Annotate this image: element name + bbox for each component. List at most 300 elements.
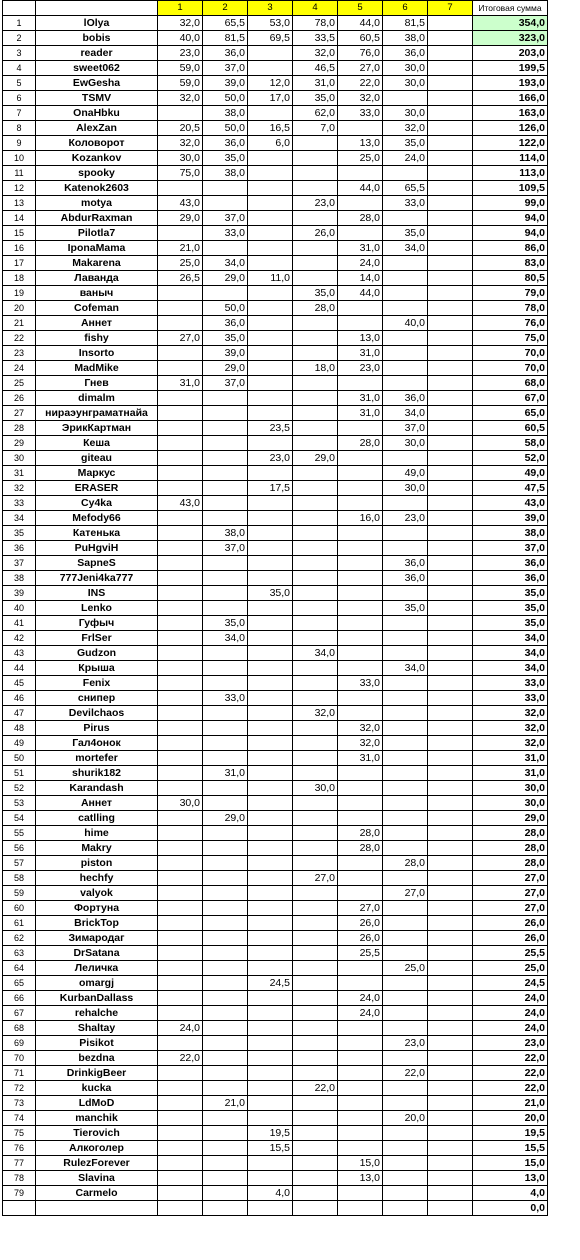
total-cell[interactable]: 24,0 <box>473 991 548 1006</box>
score-cell-7[interactable] <box>428 241 473 256</box>
table-row[interactable] <box>3 1111 548 1126</box>
score-cell-2[interactable]: 37,0 <box>203 211 248 226</box>
score-cell-2[interactable]: 65,5 <box>203 16 248 31</box>
total-cell[interactable]: 36,0 <box>473 556 548 571</box>
score-cell-4[interactable]: 32,0 <box>293 46 338 61</box>
score-cell-7[interactable] <box>428 1081 473 1096</box>
table-row[interactable] <box>3 361 548 376</box>
row-number-cell[interactable]: 21 <box>3 316 36 331</box>
row-number-cell[interactable]: 19 <box>3 286 36 301</box>
row-number-cell[interactable]: 64 <box>3 961 36 976</box>
score-cell-5[interactable] <box>338 1051 383 1066</box>
score-cell-6[interactable] <box>383 286 428 301</box>
score-cell-3[interactable]: 53,0 <box>248 16 293 31</box>
score-cell-4[interactable]: 46,5 <box>293 61 338 76</box>
table-row[interactable] <box>3 1201 548 1216</box>
row-number-cell[interactable]: 22 <box>3 331 36 346</box>
row-number-cell[interactable]: 68 <box>3 1021 36 1036</box>
score-cell-1[interactable] <box>158 601 203 616</box>
score-cell-4[interactable] <box>293 1171 338 1186</box>
score-cell-5[interactable] <box>338 766 383 781</box>
score-cell-5[interactable]: 14,0 <box>338 271 383 286</box>
row-number-cell[interactable]: 20 <box>3 301 36 316</box>
score-cell-2[interactable] <box>203 586 248 601</box>
score-cell-1[interactable] <box>158 526 203 541</box>
total-cell[interactable]: 86,0 <box>473 241 548 256</box>
player-name-cell[interactable]: Крыша <box>36 661 158 676</box>
table-row[interactable] <box>3 31 548 46</box>
player-name-cell[interactable]: Фортуна <box>36 901 158 916</box>
table-row[interactable] <box>3 241 548 256</box>
score-cell-5[interactable]: 32,0 <box>338 91 383 106</box>
score-cell-5[interactable]: 24,0 <box>338 991 383 1006</box>
score-cell-2[interactable] <box>203 1006 248 1021</box>
row-number-cell[interactable]: 4 <box>3 61 36 76</box>
score-cell-3[interactable] <box>248 886 293 901</box>
score-cell-2[interactable] <box>203 1141 248 1156</box>
score-cell-1[interactable] <box>158 676 203 691</box>
score-cell-7[interactable] <box>428 1126 473 1141</box>
total-cell[interactable]: 32,0 <box>473 706 548 721</box>
score-cell-3[interactable] <box>248 526 293 541</box>
score-cell-6[interactable] <box>383 1186 428 1201</box>
score-cell-3[interactable] <box>248 916 293 931</box>
score-cell-7[interactable] <box>428 331 473 346</box>
score-cell-4[interactable] <box>293 601 338 616</box>
table-row[interactable] <box>3 331 548 346</box>
score-cell-6[interactable] <box>383 1201 428 1216</box>
row-number-cell[interactable]: 39 <box>3 586 36 601</box>
score-cell-1[interactable] <box>158 301 203 316</box>
score-cell-2[interactable] <box>203 796 248 811</box>
player-name-cell[interactable]: Кеша <box>36 436 158 451</box>
score-cell-3[interactable] <box>248 511 293 526</box>
score-cell-5[interactable] <box>338 661 383 676</box>
score-cell-1[interactable] <box>158 1096 203 1111</box>
score-cell-1[interactable] <box>158 1126 203 1141</box>
score-cell-5[interactable] <box>338 571 383 586</box>
total-cell[interactable]: 199,5 <box>473 61 548 76</box>
table-row[interactable] <box>3 826 548 841</box>
score-cell-4[interactable] <box>293 961 338 976</box>
score-cell-5[interactable]: 28,0 <box>338 436 383 451</box>
score-cell-4[interactable] <box>293 721 338 736</box>
score-cell-1[interactable] <box>158 781 203 796</box>
score-cell-4[interactable]: 35,0 <box>293 286 338 301</box>
score-cell-6[interactable] <box>383 1081 428 1096</box>
score-cell-3[interactable] <box>248 1111 293 1126</box>
score-cell-7[interactable] <box>428 151 473 166</box>
total-cell[interactable]: 21,0 <box>473 1096 548 1111</box>
score-cell-7[interactable] <box>428 1066 473 1081</box>
total-cell[interactable]: 109,5 <box>473 181 548 196</box>
score-cell-1[interactable] <box>158 361 203 376</box>
score-cell-1[interactable] <box>158 466 203 481</box>
score-cell-2[interactable]: 21,0 <box>203 1096 248 1111</box>
player-name-cell[interactable]: shurik182 <box>36 766 158 781</box>
score-cell-7[interactable] <box>428 1156 473 1171</box>
score-cell-3[interactable]: 23,0 <box>248 451 293 466</box>
table-row[interactable] <box>3 631 548 646</box>
score-cell-1[interactable] <box>158 1006 203 1021</box>
total-cell[interactable]: 28,0 <box>473 826 548 841</box>
table-row[interactable] <box>3 46 548 61</box>
total-cell[interactable]: 24,0 <box>473 1021 548 1036</box>
score-cell-1[interactable] <box>158 391 203 406</box>
player-name-cell[interactable]: OnaHbku <box>36 106 158 121</box>
score-cell-6[interactable]: 30,0 <box>383 106 428 121</box>
total-cell[interactable]: 94,0 <box>473 211 548 226</box>
score-cell-4[interactable] <box>293 616 338 631</box>
table-row[interactable] <box>3 736 548 751</box>
score-cell-1[interactable]: 31,0 <box>158 376 203 391</box>
total-cell[interactable]: 75,0 <box>473 331 548 346</box>
score-cell-5[interactable]: 16,0 <box>338 511 383 526</box>
total-cell[interactable]: 99,0 <box>473 196 548 211</box>
score-cell-5[interactable]: 25,0 <box>338 151 383 166</box>
row-number-cell[interactable]: 63 <box>3 946 36 961</box>
row-number-cell[interactable]: 62 <box>3 931 36 946</box>
score-cell-7[interactable] <box>428 676 473 691</box>
score-cell-2[interactable] <box>203 676 248 691</box>
score-cell-2[interactable]: 50,0 <box>203 121 248 136</box>
score-cell-1[interactable] <box>158 571 203 586</box>
score-cell-5[interactable] <box>338 1081 383 1096</box>
score-cell-5[interactable]: 25,5 <box>338 946 383 961</box>
table-row[interactable] <box>3 1036 548 1051</box>
total-cell[interactable]: 60,5 <box>473 421 548 436</box>
row-number-cell[interactable]: 69 <box>3 1036 36 1051</box>
score-cell-7[interactable] <box>428 541 473 556</box>
row-number-cell[interactable]: 61 <box>3 916 36 931</box>
row-number-cell[interactable]: 74 <box>3 1111 36 1126</box>
row-number-cell[interactable]: 51 <box>3 766 36 781</box>
score-cell-4[interactable] <box>293 241 338 256</box>
total-cell[interactable]: 203,0 <box>473 46 548 61</box>
table-row[interactable] <box>3 721 548 736</box>
score-cell-4[interactable] <box>293 856 338 871</box>
score-cell-4[interactable] <box>293 916 338 931</box>
score-cell-4[interactable] <box>293 1156 338 1171</box>
total-cell[interactable]: 15,0 <box>473 1156 548 1171</box>
score-cell-1[interactable]: 26,5 <box>158 271 203 286</box>
player-name-cell[interactable]: INS <box>36 586 158 601</box>
score-cell-4[interactable] <box>293 826 338 841</box>
total-cell[interactable]: 27,0 <box>473 901 548 916</box>
score-cell-3[interactable] <box>248 721 293 736</box>
score-cell-2[interactable] <box>203 436 248 451</box>
score-cell-6[interactable] <box>383 166 428 181</box>
table-row[interactable] <box>3 1066 548 1081</box>
score-cell-1[interactable]: 43,0 <box>158 496 203 511</box>
score-cell-6[interactable] <box>383 931 428 946</box>
score-cell-4[interactable] <box>293 841 338 856</box>
score-cell-6[interactable] <box>383 826 428 841</box>
player-name-cell[interactable]: Makry <box>36 841 158 856</box>
score-cell-1[interactable] <box>158 946 203 961</box>
score-cell-2[interactable] <box>203 1081 248 1096</box>
score-cell-4[interactable] <box>293 586 338 601</box>
score-cell-1[interactable] <box>158 931 203 946</box>
total-cell[interactable]: 67,0 <box>473 391 548 406</box>
score-cell-3[interactable] <box>248 541 293 556</box>
row-number-cell[interactable]: 13 <box>3 196 36 211</box>
player-name-cell[interactable]: EwGesha <box>36 76 158 91</box>
score-cell-6[interactable] <box>383 541 428 556</box>
player-name-cell[interactable]: kucka <box>36 1081 158 1096</box>
total-cell[interactable]: 47,5 <box>473 481 548 496</box>
score-cell-2[interactable] <box>203 721 248 736</box>
row-number-cell[interactable]: 47 <box>3 706 36 721</box>
score-cell-6[interactable]: 35,0 <box>383 226 428 241</box>
score-cell-3[interactable] <box>248 751 293 766</box>
row-number-cell[interactable]: 27 <box>3 406 36 421</box>
score-cell-4[interactable] <box>293 766 338 781</box>
score-cell-1[interactable] <box>158 511 203 526</box>
score-cell-6[interactable] <box>383 256 428 271</box>
score-cell-1[interactable] <box>158 661 203 676</box>
score-cell-2[interactable] <box>203 781 248 796</box>
score-cell-3[interactable] <box>248 1051 293 1066</box>
score-cell-3[interactable] <box>248 436 293 451</box>
score-cell-1[interactable] <box>158 1036 203 1051</box>
score-cell-3[interactable] <box>248 811 293 826</box>
score-cell-3[interactable] <box>248 496 293 511</box>
score-cell-5[interactable] <box>338 1126 383 1141</box>
score-cell-3[interactable]: 23,5 <box>248 421 293 436</box>
player-name-cell[interactable]: Зимародаг <box>36 931 158 946</box>
row-number-cell[interactable]: 54 <box>3 811 36 826</box>
total-cell[interactable]: 15,5 <box>473 1141 548 1156</box>
score-cell-5[interactable]: 60,5 <box>338 31 383 46</box>
row-number-cell[interactable]: 65 <box>3 976 36 991</box>
score-cell-1[interactable] <box>158 436 203 451</box>
table-row[interactable] <box>3 676 548 691</box>
score-cell-2[interactable] <box>203 751 248 766</box>
score-cell-4[interactable] <box>293 211 338 226</box>
row-number-cell[interactable]: 33 <box>3 496 36 511</box>
score-cell-5[interactable] <box>338 1111 383 1126</box>
row-number-cell[interactable]: 12 <box>3 181 36 196</box>
score-cell-3[interactable] <box>248 901 293 916</box>
score-cell-7[interactable] <box>428 496 473 511</box>
score-cell-4[interactable]: 62,0 <box>293 106 338 121</box>
score-cell-5[interactable]: 31,0 <box>338 241 383 256</box>
table-row[interactable] <box>3 1096 548 1111</box>
score-cell-2[interactable]: 36,0 <box>203 316 248 331</box>
player-name-cell[interactable]: valyok <box>36 886 158 901</box>
player-name-cell[interactable]: Маркус <box>36 466 158 481</box>
score-cell-5[interactable]: 44,0 <box>338 181 383 196</box>
score-cell-4[interactable] <box>293 571 338 586</box>
score-cell-2[interactable] <box>203 1171 248 1186</box>
player-name-cell[interactable]: Леличка <box>36 961 158 976</box>
table-row[interactable] <box>3 1126 548 1141</box>
row-number-cell[interactable]: 16 <box>3 241 36 256</box>
table-row[interactable] <box>3 586 548 601</box>
row-number-cell[interactable]: 46 <box>3 691 36 706</box>
score-cell-6[interactable]: 34,0 <box>383 241 428 256</box>
score-cell-7[interactable] <box>428 931 473 946</box>
score-cell-5[interactable]: 44,0 <box>338 286 383 301</box>
total-cell[interactable]: 34,0 <box>473 661 548 676</box>
score-cell-2[interactable]: 29,0 <box>203 361 248 376</box>
row-number-cell[interactable]: 73 <box>3 1096 36 1111</box>
score-cell-2[interactable]: 50,0 <box>203 91 248 106</box>
score-cell-4[interactable] <box>293 751 338 766</box>
score-cell-7[interactable] <box>428 1201 473 1216</box>
score-cell-1[interactable] <box>158 1201 203 1216</box>
score-cell-5[interactable]: 31,0 <box>338 346 383 361</box>
score-cell-5[interactable]: 27,0 <box>338 901 383 916</box>
score-cell-7[interactable] <box>428 661 473 676</box>
score-cell-7[interactable] <box>428 691 473 706</box>
score-cell-6[interactable]: 32,0 <box>383 121 428 136</box>
row-number-cell[interactable]: 70 <box>3 1051 36 1066</box>
score-cell-2[interactable] <box>203 196 248 211</box>
total-cell[interactable]: 80,5 <box>473 271 548 286</box>
score-cell-6[interactable] <box>383 811 428 826</box>
score-cell-1[interactable] <box>158 1141 203 1156</box>
score-cell-3[interactable] <box>248 466 293 481</box>
score-cell-4[interactable]: 28,0 <box>293 301 338 316</box>
score-cell-4[interactable]: 29,0 <box>293 451 338 466</box>
score-cell-1[interactable]: 32,0 <box>158 136 203 151</box>
score-cell-4[interactable]: 22,0 <box>293 1081 338 1096</box>
row-number-cell[interactable]: 48 <box>3 721 36 736</box>
score-cell-3[interactable] <box>248 556 293 571</box>
row-number-cell[interactable]: 7 <box>3 106 36 121</box>
score-cell-7[interactable] <box>428 946 473 961</box>
score-cell-6[interactable] <box>383 841 428 856</box>
player-name-cell[interactable]: Katenok2603 <box>36 181 158 196</box>
score-cell-6[interactable] <box>383 346 428 361</box>
player-name-cell[interactable]: Cy4ka <box>36 496 158 511</box>
score-cell-7[interactable] <box>428 211 473 226</box>
score-cell-4[interactable] <box>293 166 338 181</box>
total-cell[interactable]: 33,0 <box>473 676 548 691</box>
row-number-cell[interactable]: 59 <box>3 886 36 901</box>
score-cell-1[interactable] <box>158 286 203 301</box>
score-cell-3[interactable] <box>248 601 293 616</box>
player-name-cell[interactable]: Slavina <box>36 1171 158 1186</box>
row-number-cell[interactable]: 53 <box>3 796 36 811</box>
score-cell-5[interactable] <box>338 1201 383 1216</box>
score-cell-4[interactable] <box>293 676 338 691</box>
total-cell[interactable]: 52,0 <box>473 451 548 466</box>
row-number-cell[interactable]: 5 <box>3 76 36 91</box>
total-cell[interactable]: 29,0 <box>473 811 548 826</box>
score-cell-7[interactable] <box>428 841 473 856</box>
score-cell-7[interactable] <box>428 706 473 721</box>
score-cell-7[interactable] <box>428 466 473 481</box>
score-cell-3[interactable] <box>248 391 293 406</box>
score-cell-2[interactable] <box>203 511 248 526</box>
score-cell-6[interactable]: 37,0 <box>383 421 428 436</box>
score-cell-5[interactable] <box>338 811 383 826</box>
score-cell-1[interactable] <box>158 1156 203 1171</box>
score-cell-5[interactable] <box>338 616 383 631</box>
score-cell-4[interactable] <box>293 1066 338 1081</box>
score-cell-2[interactable]: 34,0 <box>203 256 248 271</box>
score-cell-1[interactable]: 24,0 <box>158 1021 203 1036</box>
row-number-cell[interactable]: 76 <box>3 1141 36 1156</box>
score-cell-6[interactable] <box>383 301 428 316</box>
total-cell[interactable]: 76,0 <box>473 316 548 331</box>
score-cell-6[interactable] <box>383 451 428 466</box>
player-name-cell[interactable]: Cofeman <box>36 301 158 316</box>
score-cell-6[interactable] <box>383 331 428 346</box>
score-cell-5[interactable]: 26,0 <box>338 916 383 931</box>
score-cell-5[interactable] <box>338 376 383 391</box>
score-cell-5[interactable]: 76,0 <box>338 46 383 61</box>
score-cell-5[interactable] <box>338 796 383 811</box>
score-cell-4[interactable] <box>293 1141 338 1156</box>
score-cell-5[interactable] <box>338 631 383 646</box>
row-number-cell[interactable]: 72 <box>3 1081 36 1096</box>
total-cell[interactable]: 38,0 <box>473 526 548 541</box>
score-cell-3[interactable] <box>248 826 293 841</box>
score-cell-7[interactable] <box>428 796 473 811</box>
score-cell-7[interactable] <box>428 976 473 991</box>
score-cell-2[interactable] <box>203 1186 248 1201</box>
total-cell[interactable]: 32,0 <box>473 736 548 751</box>
score-cell-6[interactable] <box>383 736 428 751</box>
score-cell-4[interactable] <box>293 901 338 916</box>
row-number-cell[interactable]: 66 <box>3 991 36 1006</box>
score-cell-1[interactable] <box>158 706 203 721</box>
score-cell-5[interactable] <box>338 316 383 331</box>
score-cell-3[interactable] <box>248 226 293 241</box>
score-cell-3[interactable]: 17,5 <box>248 481 293 496</box>
score-cell-1[interactable]: 43,0 <box>158 196 203 211</box>
score-cell-4[interactable] <box>293 811 338 826</box>
table-row[interactable] <box>3 76 548 91</box>
table-row[interactable] <box>3 841 548 856</box>
score-cell-4[interactable]: 35,0 <box>293 91 338 106</box>
table-row[interactable] <box>3 571 548 586</box>
total-cell[interactable]: 30,0 <box>473 796 548 811</box>
total-cell[interactable]: 22,0 <box>473 1051 548 1066</box>
total-cell[interactable]: 33,0 <box>473 691 548 706</box>
score-cell-5[interactable]: 31,0 <box>338 406 383 421</box>
score-cell-1[interactable] <box>158 811 203 826</box>
score-cell-2[interactable]: 37,0 <box>203 61 248 76</box>
table-row[interactable] <box>3 61 548 76</box>
score-cell-7[interactable] <box>428 781 473 796</box>
score-cell-1[interactable] <box>158 541 203 556</box>
player-name-cell[interactable]: MadMike <box>36 361 158 376</box>
table-row[interactable] <box>3 301 548 316</box>
row-number-cell[interactable]: 17 <box>3 256 36 271</box>
score-cell-5[interactable] <box>338 781 383 796</box>
score-cell-6[interactable]: 23,0 <box>383 511 428 526</box>
score-cell-3[interactable] <box>248 61 293 76</box>
score-cell-5[interactable] <box>338 556 383 571</box>
score-cell-6[interactable]: 20,0 <box>383 1111 428 1126</box>
row-number-cell[interactable]: 10 <box>3 151 36 166</box>
row-number-cell[interactable]: 6 <box>3 91 36 106</box>
table-row[interactable] <box>3 151 548 166</box>
row-number-cell[interactable]: 29 <box>3 436 36 451</box>
score-cell-3[interactable]: 16,5 <box>248 121 293 136</box>
table-row[interactable] <box>3 616 548 631</box>
table-row[interactable] <box>3 286 548 301</box>
score-cell-5[interactable]: 32,0 <box>338 736 383 751</box>
score-cell-7[interactable] <box>428 1021 473 1036</box>
row-number-cell[interactable]: 2 <box>3 31 36 46</box>
score-cell-7[interactable] <box>428 481 473 496</box>
